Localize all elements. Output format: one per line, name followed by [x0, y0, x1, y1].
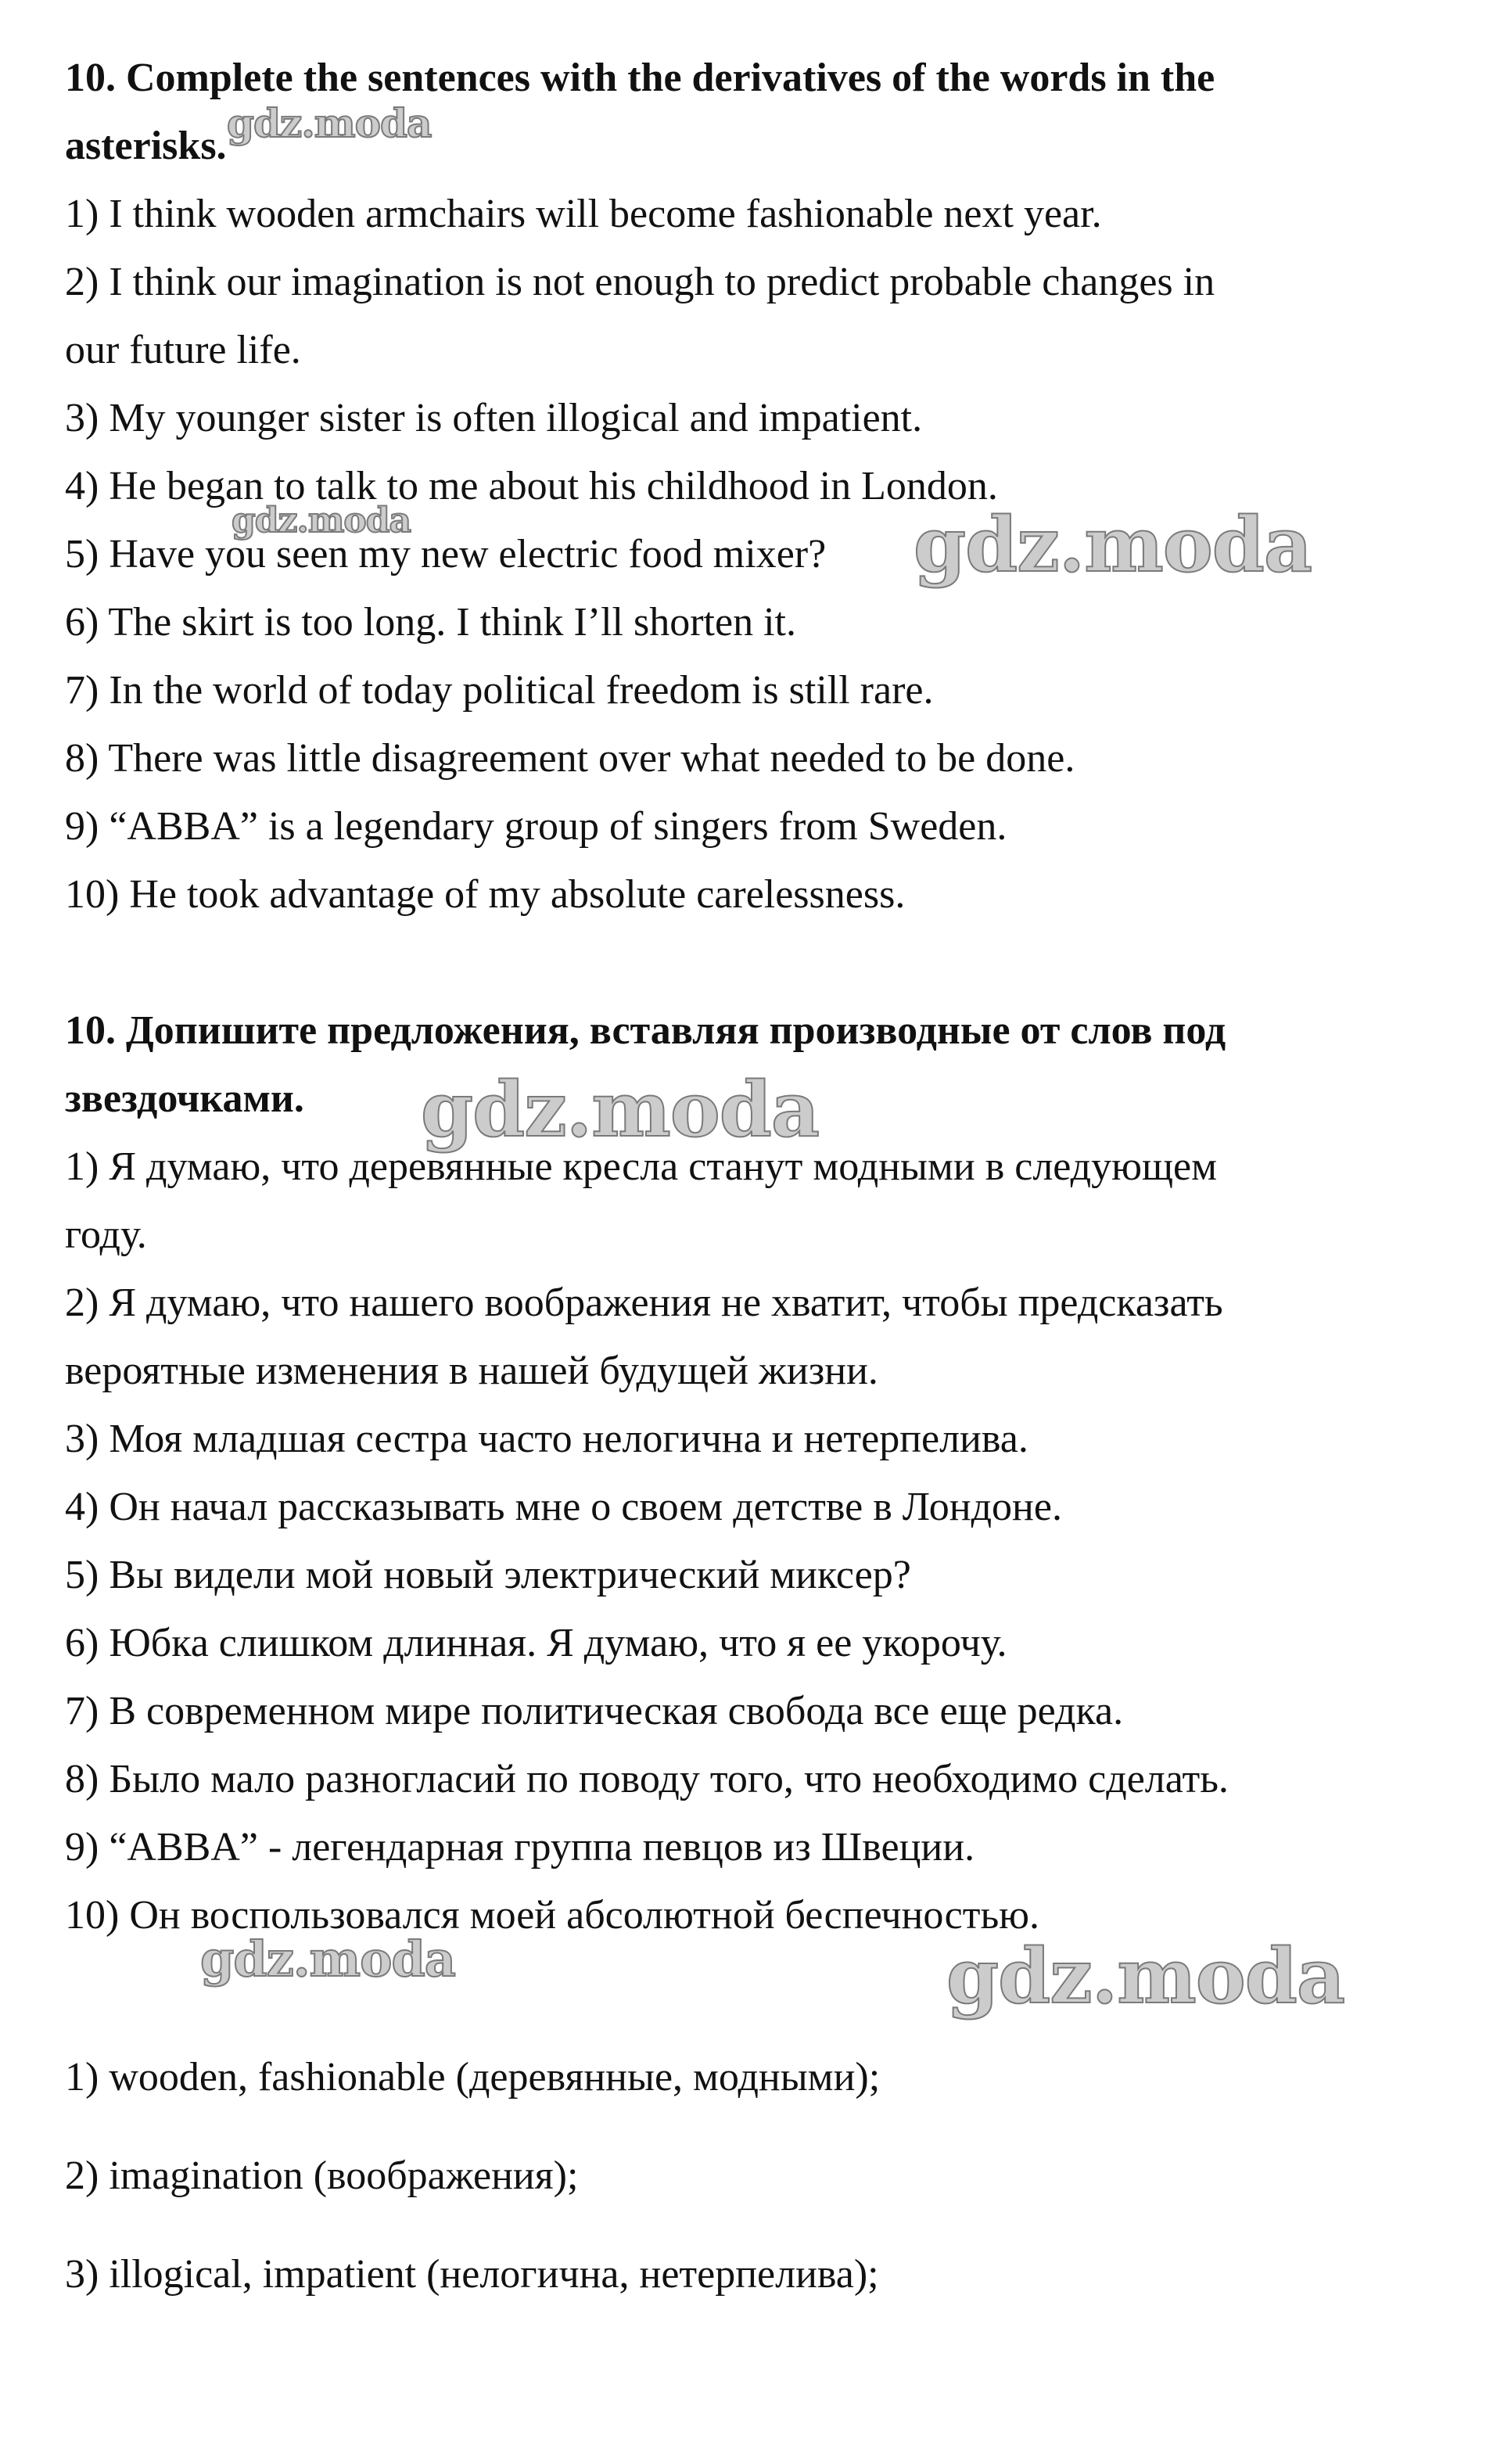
english-sentence: 6) The skirt is too long. I think I’ll shorten it. [65, 600, 796, 645]
english-sentence: 4) He began to talk to me about his childhood in London. [65, 464, 998, 508]
english-sentence: 8) There was little disagreement over what needed to be done. [65, 736, 1075, 781]
english-sentence: 7) In the world of today political freedom is still rare. [65, 668, 934, 713]
russian-sentence: 1) Я думаю, что деревянные кресла станут модными в следующем [65, 1144, 1218, 1189]
english-sentence: 5) Have you seen my new electric food mixer? [65, 532, 827, 576]
russian-sentence: 8) Было мало разногласий по поводу того, что необходимо сделать. [65, 1757, 1229, 1801]
english-heading-line2: asterisks. [65, 124, 227, 168]
english-sentence: 10) He took advantage of my absolute carelessness. [65, 872, 906, 917]
russian-sentence: 10) Он воспользовался моей абсолютной беспечностью. [65, 1893, 1040, 1938]
russian-heading-cont: звездочками. [65, 1076, 304, 1121]
english-sentence: 9) “ABBA” is a legendary group of singers from Sweden. [65, 804, 1007, 849]
russian-sentence: 7) В современном мире политическая свобода все еще редка. [65, 1689, 1124, 1733]
russian-sentence: году. [65, 1212, 147, 1257]
russian-section [65, 997, 1457, 1949]
answers-section [65, 2043, 1457, 2308]
russian-sentence: вероятные изменения в нашей будущей жизни. [65, 1349, 878, 1393]
document-page [65, 44, 1457, 2339]
russian-sentence: 9) “ABBA” - легендарная группа певцов из Швеции. [65, 1825, 975, 1870]
russian-sentence: 4) Он начал рассказывать мне о своем детстве в Лондоне. [65, 1485, 1062, 1529]
english-sentence: 2) I think our imagination is not enough to predict probable changes in [65, 260, 1215, 304]
russian-heading: 10. Допишите предложения, вставляя производные от слов под [65, 1008, 1226, 1053]
answer-item: 2) imagination (воображения); [65, 2153, 579, 2198]
watermark-logo: gdz.moda [946, 1932, 1345, 2020]
watermark-logo: gdz.moda [227, 100, 432, 146]
english-heading [65, 44, 1457, 112]
english-sentence: 1) I think wooden armchairs will become fashionable next year. [65, 192, 1102, 236]
english-section [65, 44, 1457, 928]
answers-spacer [65, 1949, 1457, 2043]
english-sentence: 3) My younger sister is often illogical and impatient. [65, 396, 923, 440]
russian-sentence: 5) Вы видели мой новый электрический миксер? [65, 1553, 911, 1597]
watermark-logo: gdz.moda [200, 1931, 455, 1988]
english-sentence: our future life. [65, 328, 301, 372]
watermark-logo: gdz.moda [232, 501, 411, 541]
answer-item: 1) wooden, fashionable (деревянные, модными); [65, 2055, 881, 2099]
russian-sentence: 6) Юбка слишком длинная. Я думаю, что я ее укорочу. [65, 1621, 1007, 1665]
english-heading-cont [65, 112, 1457, 180]
answer-item: 3) illogical, impatient (нелогична, нетерпелива); [65, 2252, 879, 2297]
english-heading-line1: 10. Complete the sentences with the derivatives of the words in the [65, 56, 1215, 100]
watermark-logo: gdz.moda [421, 1065, 820, 1154]
watermark-logo: gdz.moda [914, 501, 1312, 589]
russian-sentence: 3) Моя младшая сестра часто нелогична и нетерпелива. [65, 1417, 1028, 1461]
russian-sentence: 2) Я думаю, что нашего воображения не хватит, чтобы предсказать [65, 1280, 1223, 1325]
section-spacer [65, 928, 1457, 997]
